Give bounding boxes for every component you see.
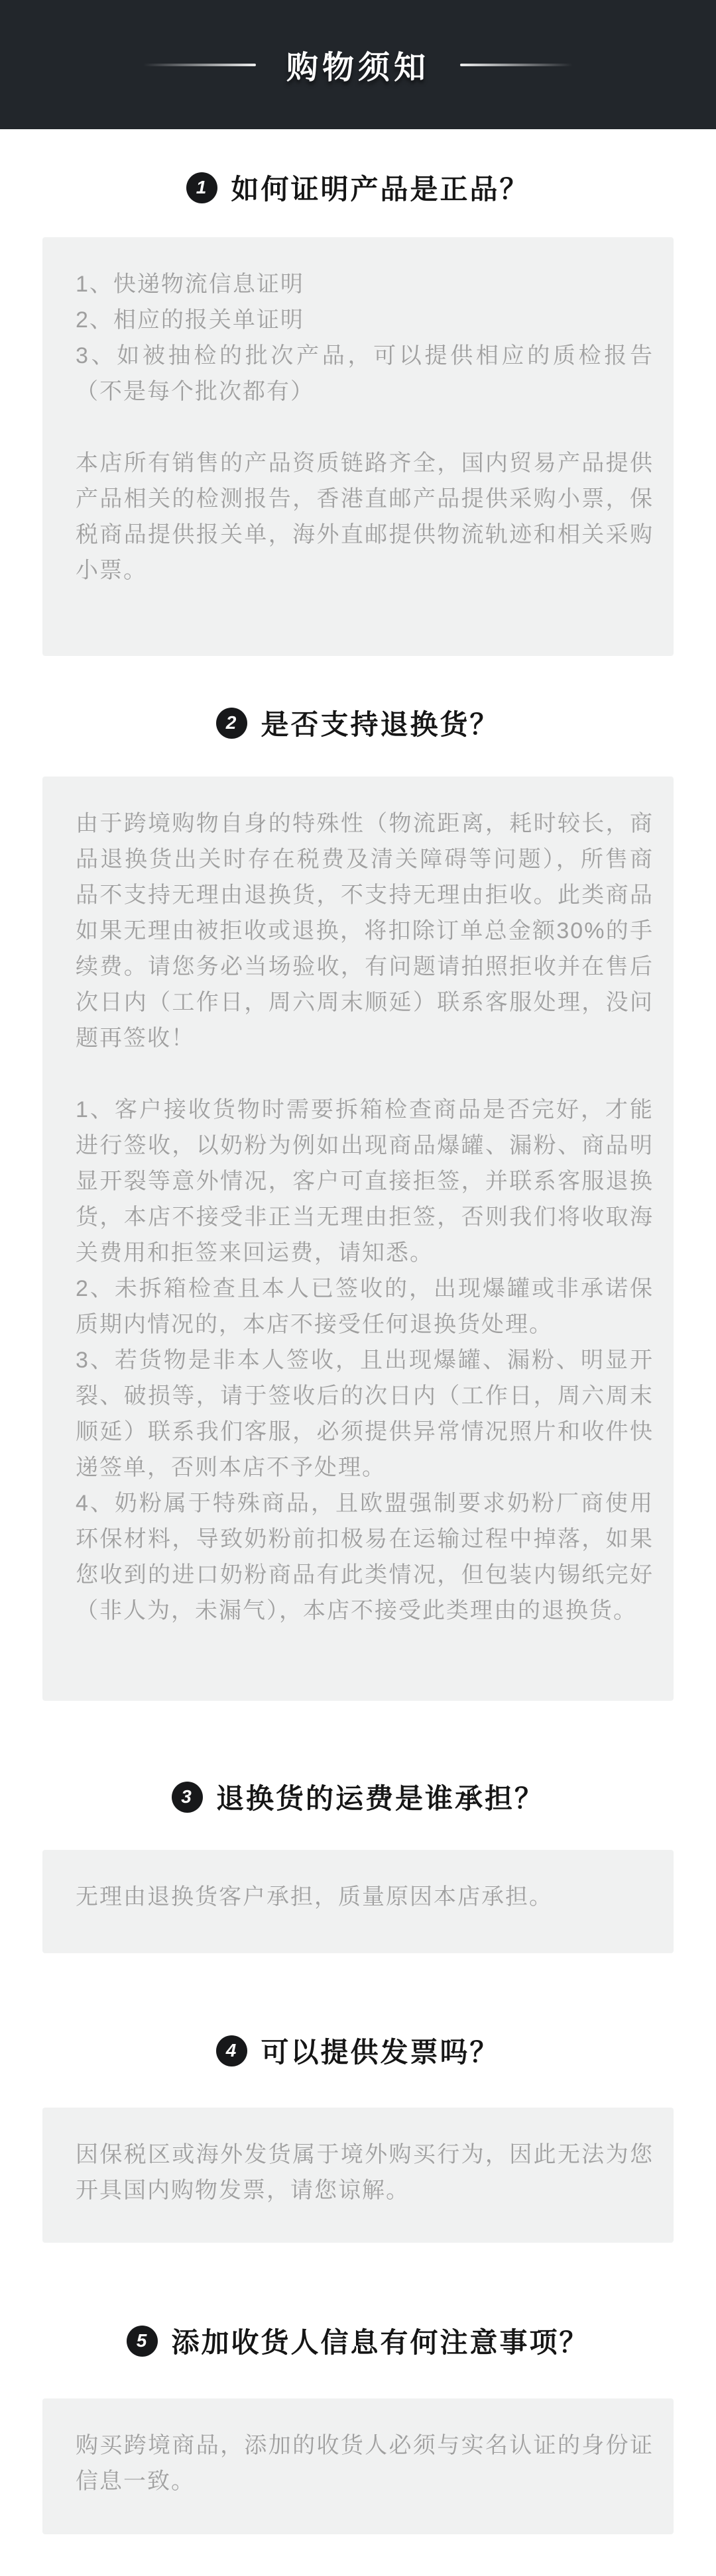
answer-paragraph: 购买跨境商品，添加的收货人必须与实名认证的身份证信息一致。	[76, 2433, 654, 2494]
section-1-title: 如何证明产品是正品？	[231, 174, 530, 205]
answer-paragraph: 1、客户接收货物时需要拆箱检查商品是否完好，才能进行签收，以奶粉为例如出现商品爆罐、漏粉、商品明显开裂等意外情况，客户可直接拒签，并联系客服退换货，本店不接受非正当无理由拒签，否则我们将收取海关费用和拒签来回运费，请知悉。	[76, 1097, 654, 1265]
header-banner	[0, 0, 716, 129]
section-1-answer-box	[42, 237, 674, 656]
answer-paragraph: 无理由退换货客户承担，质量原因本店承担。	[76, 1884, 553, 1909]
section-5-title: 添加收货人信息有何注意事项？	[171, 2327, 589, 2358]
answer-paragraph: 3、若货物是非本人签收，且出现爆罐、漏粉、明显开裂、破损等，请于签收后的次日内（工作日，周六周末顺延）联系我们客服，必须提供异常情况照片和收件快递签单，否则本店不予处理。	[76, 1348, 654, 1480]
answer-paragraph: 由于跨境购物自身的特殊性（物流距离，耗时较长，商品退换货出关时存在税费及清关障碍等问题），所售商品不支持无理由退换货，不支持无理由拒收。此类商品如果无理由被拒收或退换，将扣除订单总金额30%的手续费。请您务必当场验收，有问题请拍照拒收并在售后次日内（工作日，周六周末顺延）联系客服处理，没问题再签收！	[76, 811, 654, 1051]
section-2-title: 是否支持退换货？	[261, 709, 500, 740]
section-2-answer-box	[42, 777, 674, 1701]
section-3-title: 退换货的运费是谁承担？	[215, 1783, 544, 1814]
section-4-title: 可以提供发票吗？	[261, 2037, 500, 2068]
answer-line: 1、快递物流信息证明	[76, 272, 304, 297]
section-4-number-badge: 4	[216, 2035, 247, 2066]
page-title: 购物须知	[286, 50, 430, 85]
section-2-number-badge: 2	[216, 708, 247, 739]
section-5-number-badge: 5	[127, 2326, 158, 2357]
section-5-answer-box	[42, 2398, 674, 2534]
section-1-title-row	[0, 168, 716, 207]
answer-paragraph: 本店所有销售的产品资质链路齐全，国内贸易产品提供产品相关的检测报告，香港直邮产品提供采购小票，保税商品提供报关单，海外直邮提供物流轨迹和相关采购小票。	[76, 451, 654, 583]
section-4-answer-box	[42, 2108, 674, 2243]
section-3-number-badge: 3	[172, 1782, 203, 1813]
answer-line: 2、相应的报关单证明	[76, 307, 304, 333]
section-1-number-badge: 1	[186, 172, 217, 203]
answer-paragraph: 2、未拆箱检查且本人已签收的，出现爆罐或非承诺保质期内情况的，本店不接受任何退换货处理。	[76, 1276, 654, 1337]
header-decor-line-right	[460, 64, 573, 66]
answer-paragraph: 因保税区或海外发货属于境外购买行为，因此无法为您开具国内购物发票，请您谅解。	[76, 2142, 654, 2203]
header-decor-line-left	[143, 64, 256, 66]
section-4-title-row	[0, 2031, 716, 2070]
answer-line: 3、如被抽检的批次产品，可以提供相应的质检报告（不是每个批次都有）	[76, 343, 654, 404]
section-3-title-row	[0, 1777, 716, 1817]
answer-paragraph: 4、奶粉属于特殊商品，且欧盟强制要求奶粉厂商使用环保材料，导致奶粉前扣极易在运输过程中掉落，如果您收到的进口奶粉商品有此类情况，但包装内锡纸完好（非人为，未漏气），本店不接受此类理由的退换货。	[76, 1491, 654, 1623]
section-2-title-row	[0, 703, 716, 743]
section-5-title-row	[0, 2321, 716, 2361]
section-3-answer-box	[42, 1850, 674, 1953]
